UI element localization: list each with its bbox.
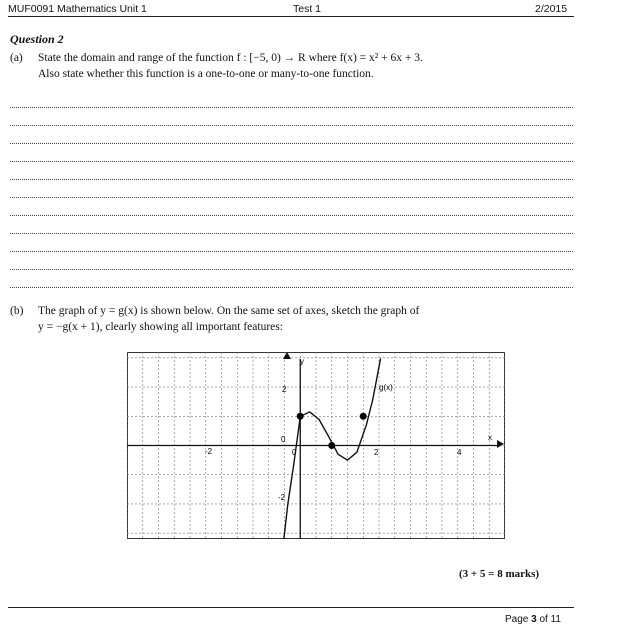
answer-line [10, 215, 573, 216]
header-date: 2/2015 [535, 3, 568, 15]
answer-line [10, 269, 573, 270]
header-test: Test 1 [293, 3, 322, 15]
curve-label: g(x) [379, 383, 393, 392]
part-a-line1: State the domain and range of the function f : [−5, 0) → R where f(x) = x² + 6x + 3. [38, 52, 423, 64]
marked-point [360, 413, 367, 420]
tick-label-y-intercept: 0 [281, 435, 286, 444]
tick-label-y-neg2: -2 [278, 493, 286, 502]
marks: (3 + 5 = 8 marks) [459, 568, 540, 580]
header-rule [8, 16, 574, 17]
answer-line [10, 287, 573, 288]
answer-line [10, 143, 573, 144]
answer-line [10, 125, 573, 126]
answer-line [10, 161, 573, 162]
tick-label-x-0: 0 [292, 448, 297, 457]
y-axis-label: y [300, 357, 304, 366]
part-b-line1: The graph of y = g(x) is shown below. On the same set of axes, sketch the graph of [38, 305, 420, 317]
tick-label-x-neg2: -2 [205, 447, 213, 456]
part-b-line2: y = −g(x + 1), clearly showing all important features: [38, 321, 283, 333]
answer-line [10, 197, 573, 198]
x-axis-label: x [488, 433, 492, 442]
tick-label-x-2: 2 [374, 448, 379, 457]
answer-line [10, 179, 573, 180]
page-number [505, 614, 561, 625]
graph [127, 352, 505, 539]
page-current: 3 [531, 614, 537, 625]
marked-point [297, 413, 304, 420]
part-a-line2: Also state whether this function is a one-to-one or many-to-one function. [38, 68, 374, 80]
part-b-label: (b) [10, 305, 24, 317]
marked-point [328, 442, 335, 449]
page-prefix: Page [505, 614, 529, 625]
question-title: Question 2 [10, 32, 64, 46]
part-a-label: (a) [10, 52, 23, 64]
page-suffix: of 11 [539, 614, 561, 625]
header-unit: MUF0091 Mathematics Unit 1 [8, 3, 147, 15]
answer-line [10, 233, 573, 234]
tick-label-y-2: 2 [282, 385, 287, 394]
footer-rule [8, 607, 574, 608]
answer-line [10, 107, 573, 108]
answer-line [10, 251, 573, 252]
tick-label-x-4: 4 [457, 448, 462, 457]
